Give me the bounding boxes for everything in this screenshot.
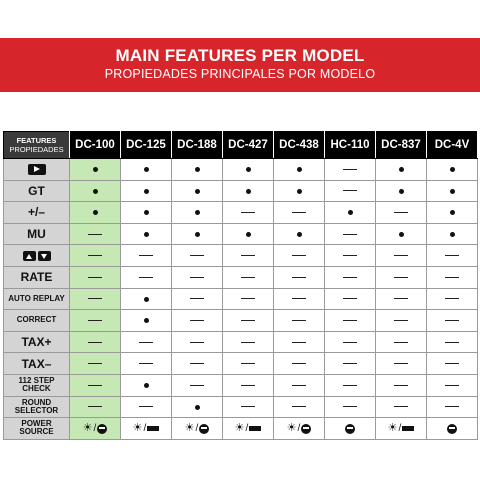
has-feature-dot-icon [246,189,251,194]
separator-icon: / [398,422,402,434]
feature-cell-dc-4v [427,374,478,396]
no-feature-dash-icon [139,406,153,407]
feature-cell-hc-110 [325,418,376,440]
feature-cell-dc-125 [121,310,172,332]
no-feature-dash-icon [394,363,408,364]
no-feature-dash-icon [241,212,255,213]
feature-cell-dc-438 [274,374,325,396]
no-feature-dash-icon [445,406,459,407]
has-feature-dot-icon [246,167,251,172]
feature-cell-dc-837 [376,288,427,310]
feature-cell-dc-100 [70,288,121,310]
power-solar-battery-icon [388,423,415,434]
feature-cell-dc-188 [172,266,223,288]
no-feature-dash-icon [139,255,153,256]
no-feature-dash-icon [190,255,204,256]
has-feature-dot-icon [399,232,404,237]
feature-cell-dc-4v [427,266,478,288]
feature-cell-hc-110 [325,245,376,267]
no-feature-dash-icon [190,277,204,278]
no-feature-dash-icon [394,320,408,321]
feature-cell-dc-427 [223,180,274,202]
no-feature-dash-icon [343,298,357,299]
no-feature-dash-icon [241,385,255,386]
feature-cell-hc-110 [325,223,376,245]
feature-cell-dc-427 [223,245,274,267]
has-feature-dot-icon [450,189,455,194]
no-feature-dash-icon [190,363,204,364]
feature-cell-dc-100 [70,223,121,245]
model-header-dc-837: DC-837 [376,132,427,159]
up-arrow-key-icon [23,251,36,261]
has-feature-dot-icon [93,167,98,172]
feature-cell-dc-837 [376,266,427,288]
features-header-es: PROPIEDADES [9,145,64,154]
feature-cell-dc-837 [376,180,427,202]
solar-icon: ☀ [132,422,143,435]
feature-cell-dc-438 [274,353,325,375]
feature-cell-dc-100 [70,331,121,353]
feature-cell-dc-438 [274,159,325,181]
separator-icon: / [195,422,199,434]
has-feature-dot-icon [144,383,149,388]
no-feature-dash-icon [343,234,357,235]
separator-icon: / [143,422,147,434]
feature-cell-dc-4v [427,159,478,181]
model-header-dc-125: DC-125 [121,132,172,159]
feature-cell-dc-438 [274,266,325,288]
feature-cell-dc-125 [121,331,172,353]
feature-cell-dc-427 [223,159,274,181]
feature-label [4,159,70,181]
coin-cell-icon [301,424,311,434]
feature-cell-dc-100 [70,418,121,440]
feature-cell-dc-188 [172,159,223,181]
has-feature-dot-icon [348,210,353,215]
has-feature-dot-icon [144,210,149,215]
feature-cell-dc-837 [376,353,427,375]
feature-cell-dc-188 [172,245,223,267]
feature-cell-dc-427 [223,223,274,245]
has-feature-dot-icon [144,318,149,323]
feature-cell-dc-125 [121,396,172,418]
feature-cell-hc-110 [325,396,376,418]
feature-label: GT [4,180,70,202]
feature-cell-dc-4v [427,288,478,310]
feature-cell-dc-4v [427,245,478,267]
feature-cell-hc-110 [325,331,376,353]
feature-cell-dc-100 [70,245,121,267]
no-feature-dash-icon [343,190,357,191]
no-feature-dash-icon [343,169,357,170]
model-header-dc-188: DC-188 [172,132,223,159]
has-feature-dot-icon [195,405,200,410]
feature-cell-dc-427 [223,418,274,440]
feature-label: 112 STEP CHECK [4,374,70,396]
feature-cell-dc-188 [172,202,223,224]
has-feature-dot-icon [93,210,98,215]
feature-cell-dc-837 [376,159,427,181]
no-feature-dash-icon [190,298,204,299]
feature-cell-dc-125 [121,223,172,245]
no-feature-dash-icon [394,385,408,386]
no-feature-dash-icon [445,342,459,343]
power-solar-coin-icon [185,423,210,434]
feature-cell-dc-188 [172,418,223,440]
feature-cell-dc-438 [274,288,325,310]
model-header-dc-427: DC-427 [223,132,274,159]
feature-label [4,245,70,267]
has-feature-dot-icon [297,232,302,237]
no-feature-dash-icon [139,363,153,364]
feature-cell-dc-438 [274,180,325,202]
has-feature-dot-icon [144,232,149,237]
feature-cell-dc-125 [121,266,172,288]
coin-cell-icon [345,424,355,434]
feature-label: AUTO REPLAY [4,288,70,310]
feature-cell-dc-837 [376,331,427,353]
no-feature-dash-icon [190,320,204,321]
no-feature-dash-icon [241,363,255,364]
feature-cell-dc-125 [121,418,172,440]
feature-cell-dc-427 [223,288,274,310]
power-coin-icon [345,424,355,434]
up-down-keys-icon [23,251,51,261]
feature-cell-hc-110 [325,266,376,288]
features-header-en: FEATURES [16,136,57,145]
feature-cell-dc-4v [427,180,478,202]
feature-cell-dc-100 [70,353,121,375]
coin-cell-icon [199,424,209,434]
feature-cell-dc-4v [427,353,478,375]
feature-cell-dc-837 [376,374,427,396]
has-feature-dot-icon [195,167,200,172]
separator-icon: / [245,422,249,434]
power-solar-battery-icon [133,423,160,434]
no-feature-dash-icon [445,363,459,364]
feature-cell-dc-188 [172,353,223,375]
feature-cell-dc-438 [274,396,325,418]
feature-cell-dc-427 [223,353,274,375]
model-header-dc-100: DC-100 [70,132,121,159]
feature-cell-dc-188 [172,396,223,418]
no-feature-dash-icon [445,255,459,256]
feature-cell-dc-4v [427,418,478,440]
no-feature-dash-icon [292,363,306,364]
feature-cell-dc-100 [70,202,121,224]
no-feature-dash-icon [241,320,255,321]
no-feature-dash-icon [343,363,357,364]
solar-icon: ☀ [82,422,93,435]
feature-label: +/– [4,202,70,224]
feature-cell-dc-427 [223,202,274,224]
table-row [4,331,478,353]
no-feature-dash-icon [343,385,357,386]
no-feature-dash-icon [343,406,357,407]
no-feature-dash-icon [241,255,255,256]
feature-cell-dc-125 [121,374,172,396]
feature-label: RATE [4,266,70,288]
table-row [4,418,478,440]
feature-cell-dc-188 [172,331,223,353]
feature-cell-dc-125 [121,353,172,375]
feature-cell-dc-837 [376,310,427,332]
feature-cell-hc-110 [325,374,376,396]
no-feature-dash-icon [394,298,408,299]
no-feature-dash-icon [139,277,153,278]
down-arrow-key-icon [38,251,51,261]
feature-cell-hc-110 [325,180,376,202]
solar-icon: ☀ [184,422,195,435]
no-feature-dash-icon [343,342,357,343]
features-table [3,131,478,440]
feature-cell-dc-188 [172,223,223,245]
no-feature-dash-icon [88,342,102,343]
table-row [4,310,478,332]
table-row [4,288,478,310]
no-feature-dash-icon [88,298,102,299]
has-feature-dot-icon [144,167,149,172]
feature-cell-dc-427 [223,266,274,288]
feature-cell-hc-110 [325,159,376,181]
has-feature-dot-icon [450,232,455,237]
feature-label: TAX– [4,353,70,375]
feature-cell-dc-4v [427,310,478,332]
feature-cell-hc-110 [325,202,376,224]
feature-cell-hc-110 [325,310,376,332]
table-row [4,396,478,418]
no-feature-dash-icon [394,255,408,256]
feature-label: CORRECT [4,310,70,332]
no-feature-dash-icon [292,385,306,386]
no-feature-dash-icon [445,298,459,299]
page-title: MAIN FEATURES PER MODEL [115,46,365,65]
feature-cell-dc-438 [274,223,325,245]
table-body [4,159,478,440]
feature-cell-dc-837 [376,396,427,418]
table-row [4,180,478,202]
feature-cell-dc-188 [172,180,223,202]
feature-cell-dc-438 [274,331,325,353]
feature-cell-dc-438 [274,310,325,332]
no-feature-dash-icon [292,212,306,213]
has-feature-dot-icon [450,167,455,172]
no-feature-dash-icon [343,320,357,321]
feature-cell-dc-438 [274,418,325,440]
no-feature-dash-icon [292,277,306,278]
solar-icon: ☀ [234,422,245,435]
no-feature-dash-icon [394,212,408,213]
no-feature-dash-icon [241,406,255,407]
no-feature-dash-icon [343,277,357,278]
power-solar-coin-icon [83,423,108,434]
feature-cell-dc-125 [121,159,172,181]
power-solar-battery-icon [235,423,262,434]
has-feature-dot-icon [246,232,251,237]
feature-cell-dc-100 [70,396,121,418]
separator-icon: / [297,422,301,434]
model-header-dc-438: DC-438 [274,132,325,159]
feature-cell-dc-100 [70,266,121,288]
feature-cell-hc-110 [325,353,376,375]
page-subtitle: PROPIEDADES PRINCIPALES POR MODELO [104,67,376,81]
model-header-hc-110: HC-110 [325,132,376,159]
table-row [4,159,478,181]
feature-label: MU [4,223,70,245]
battery-icon [249,426,261,431]
feature-cell-dc-427 [223,396,274,418]
feature-cell-hc-110 [325,288,376,310]
has-feature-dot-icon [144,189,149,194]
battery-icon [402,426,414,431]
feature-cell-dc-100 [70,374,121,396]
has-feature-dot-icon [399,167,404,172]
features-table-container [3,131,477,440]
solar-icon: ☀ [286,422,297,435]
no-feature-dash-icon [241,342,255,343]
feature-cell-dc-188 [172,374,223,396]
no-feature-dash-icon [292,320,306,321]
no-feature-dash-icon [139,342,153,343]
feature-cell-dc-188 [172,288,223,310]
feature-cell-dc-837 [376,245,427,267]
has-feature-dot-icon [399,189,404,194]
feature-cell-dc-427 [223,374,274,396]
has-feature-dot-icon [195,189,200,194]
feature-cell-dc-125 [121,288,172,310]
feature-cell-dc-100 [70,159,121,181]
no-feature-dash-icon [88,320,102,321]
battery-icon [147,426,159,431]
feature-cell-dc-188 [172,310,223,332]
coin-cell-icon [447,424,457,434]
no-feature-dash-icon [292,342,306,343]
feature-cell-dc-125 [121,180,172,202]
no-feature-dash-icon [394,342,408,343]
has-feature-dot-icon [195,210,200,215]
feature-cell-dc-837 [376,223,427,245]
has-feature-dot-icon [144,297,149,302]
no-feature-dash-icon [445,385,459,386]
no-feature-dash-icon [190,385,204,386]
model-header-dc-4v: DC-4V [427,132,478,159]
feature-cell-dc-837 [376,418,427,440]
no-feature-dash-icon [343,255,357,256]
no-feature-dash-icon [88,385,102,386]
no-feature-dash-icon [88,234,102,235]
no-feature-dash-icon [292,406,306,407]
has-feature-dot-icon [297,189,302,194]
separator-icon: / [93,422,97,434]
table-row [4,245,478,267]
has-feature-dot-icon [450,210,455,215]
no-feature-dash-icon [241,277,255,278]
feature-label: POWER SOURCE [4,418,70,440]
feature-cell-dc-4v [427,223,478,245]
feature-cell-dc-427 [223,331,274,353]
feature-label: TAX+ [4,331,70,353]
feature-cell-dc-4v [427,202,478,224]
no-feature-dash-icon [190,342,204,343]
no-feature-dash-icon [241,298,255,299]
table-header-row [4,132,478,159]
feature-label: ROUND SELECTOR [4,396,70,418]
no-feature-dash-icon [394,277,408,278]
power-solar-coin-icon [287,423,312,434]
header-banner [0,38,480,92]
table-row [4,266,478,288]
table-row [4,374,478,396]
feature-cell-dc-4v [427,331,478,353]
feature-cell-dc-438 [274,202,325,224]
no-feature-dash-icon [88,255,102,256]
no-feature-dash-icon [88,277,102,278]
feature-cell-dc-100 [70,180,121,202]
feature-cell-dc-4v [427,396,478,418]
features-column-header [4,132,70,159]
no-feature-dash-icon [292,255,306,256]
table-row [4,223,478,245]
has-feature-dot-icon [93,189,98,194]
no-feature-dash-icon [394,406,408,407]
no-feature-dash-icon [445,277,459,278]
no-feature-dash-icon [292,298,306,299]
coin-cell-icon [97,424,107,434]
feature-cell-dc-427 [223,310,274,332]
solar-icon: ☀ [387,422,398,435]
table-row [4,353,478,375]
feature-cell-dc-837 [376,202,427,224]
feature-cell-dc-125 [121,202,172,224]
no-feature-dash-icon [88,363,102,364]
feature-cell-dc-100 [70,310,121,332]
feature-cell-dc-125 [121,245,172,267]
no-feature-dash-icon [88,406,102,407]
play-key-icon [28,164,46,175]
power-coin-icon [447,424,457,434]
no-feature-dash-icon [445,320,459,321]
table-row [4,202,478,224]
has-feature-dot-icon [297,167,302,172]
has-feature-dot-icon [195,232,200,237]
feature-cell-dc-438 [274,245,325,267]
